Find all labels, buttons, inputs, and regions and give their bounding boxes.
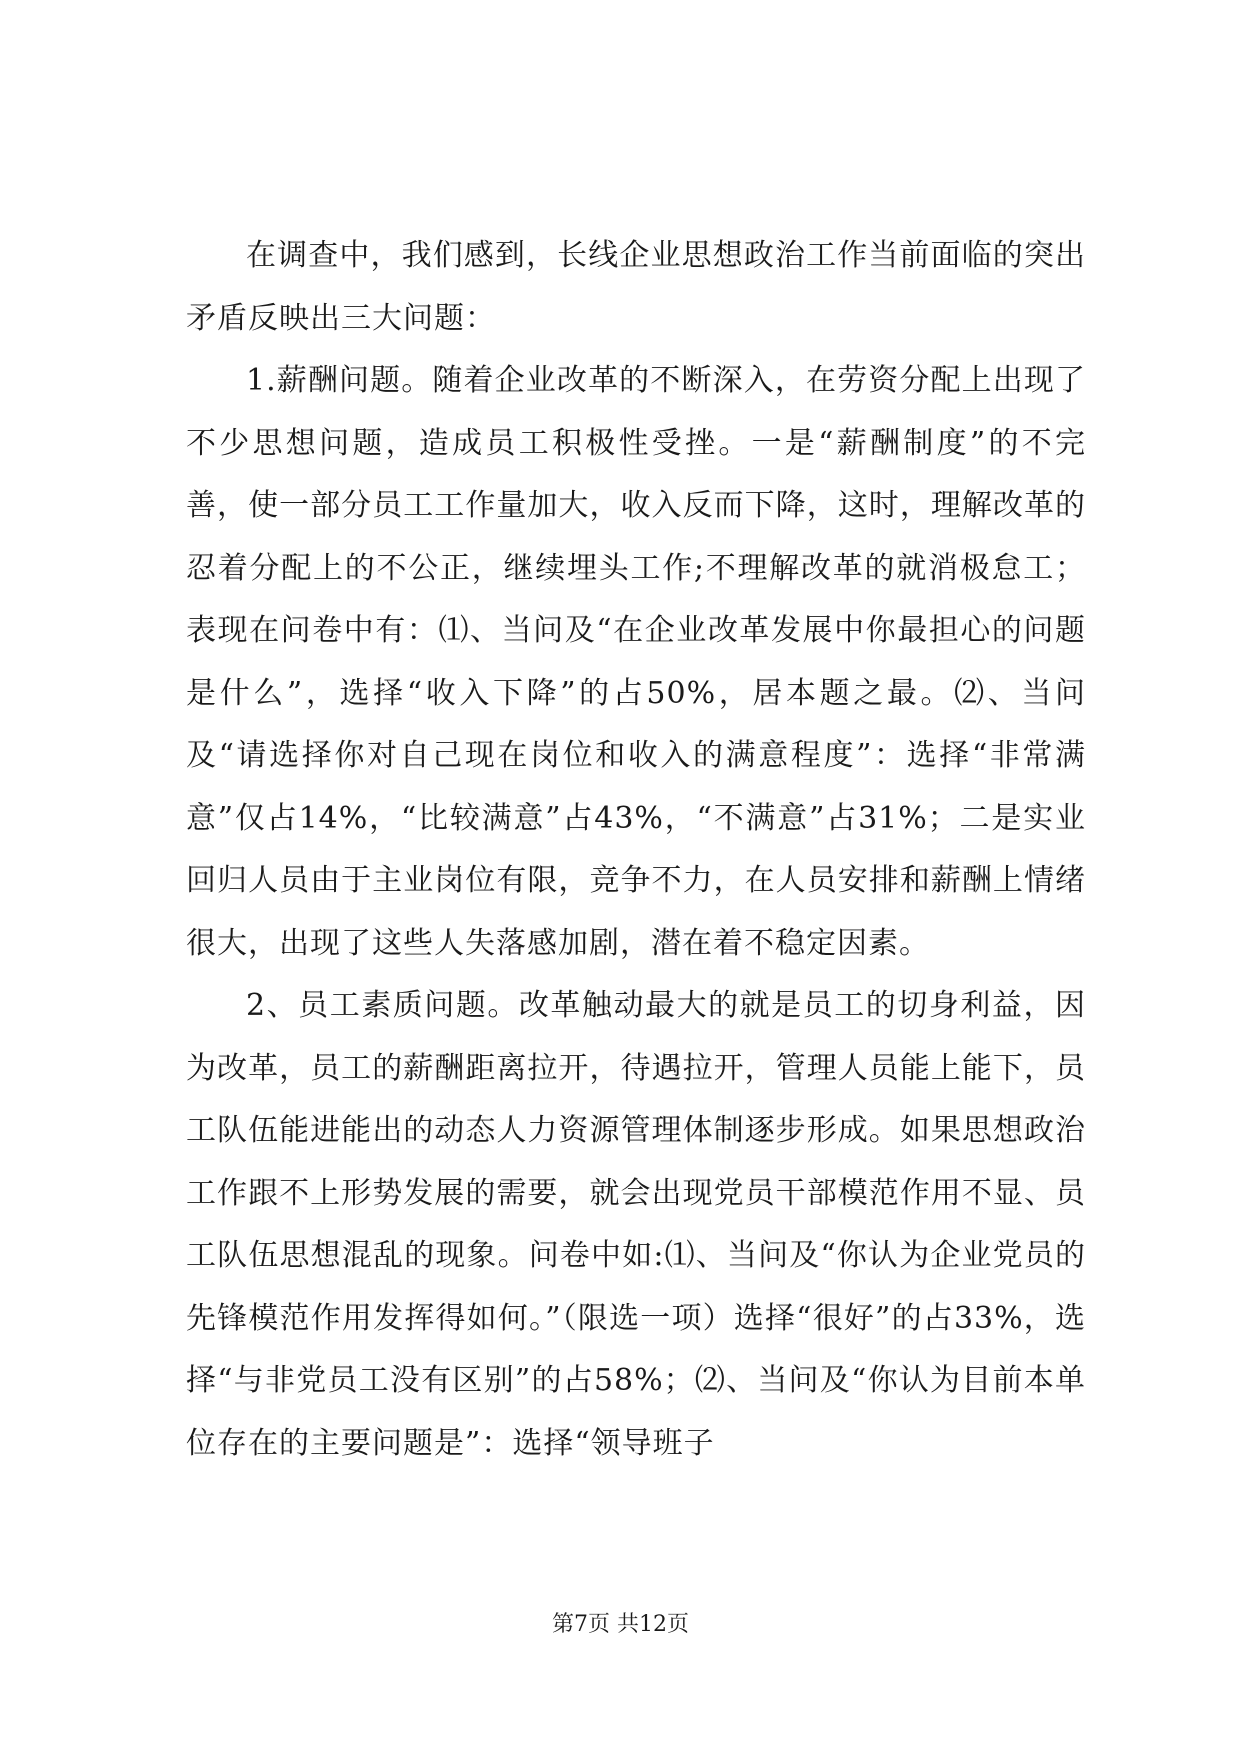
page-footer: 第7页 共12页 [552, 1612, 689, 1637]
paragraph-intro: 在调查中，我们感到，长线企业思想政治工作当前面临的突出矛盾反映出三大问题： [186, 238, 1086, 336]
paragraph-staff-quality-issue: 2、员工素质问题。改革触动最大的就是员工的切身利益，因为改革，员工的薪酬距离拉开，待遇拉开，管理人员能上能下，员工队伍能进能出的动态人力资源管理体制逐步形成。如果思想政治工作跟不上形势发展的需要，就会出现党员干部模范作用不显、员工队伍思想混乱的现象。问卷中如:⑴、当问及“你认为企业党员的先锋模范作用发挥得如何。”（限选一项）选择“很好”的占33%，选择“与非党员工没有区别”的占58%；⑵、当问及“你认为目前本单位存在的主要问题是”：选择“领导班子 [186, 988, 1086, 1461]
document-body [186, 225, 1086, 1475]
paragraph-salary-issue: 1.薪酬问题。随着企业改革的不断深入，在劳资分配上出现了不少思想问题，造成员工积极性受挫。一是“薪酬制度”的不完善，使一部分员工工作量加大，收入反而下降，这时，理解改革的忍着分配上的不公正，继续埋头工作;不理解改革的就消极怠工；表现在问卷中有：⑴、当问及“在企业改革发展中你最担心的问题是什么”，选择“收入下降”的占50%，居本题之最。⑵、当问及“请选择你对自己现在岗位和收入的满意程度”：选择“非常满意”仅占14%，“比较满意”占43%，“不满意”占31%；二是实业回归人员由于主业岗位有限，竞争不力，在人员安排和薪酬上情绪很大，出现了这些人失落感加剧，潜在着不稳定因素。 [186, 363, 1086, 961]
